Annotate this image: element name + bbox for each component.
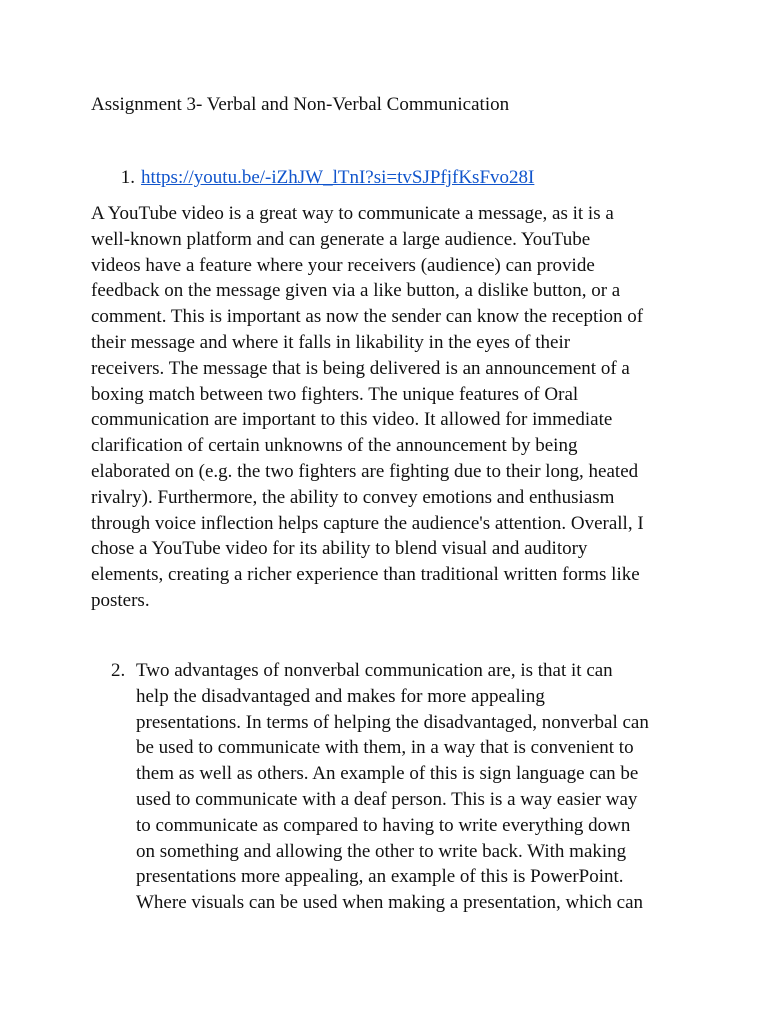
paragraph-line: A YouTube video is a great way to communicate a message, as it is a <box>91 203 614 224</box>
paragraph-line: receivers. The message that is being delivered is an announcement of a <box>91 357 630 379</box>
paragraph-line: help the disadvantaged and makes for more appealing <box>136 685 545 707</box>
list-number: 1. <box>120 167 135 188</box>
paragraph-line: well-known platform and can generate a large audience. YouTube <box>91 228 591 250</box>
list-item-2-text <box>136 658 696 916</box>
list-item-1 <box>91 166 691 190</box>
youtube-link[interactable]: https://youtu.be/-iZhJW_lTnI?si=tvSJPfjfKsFvo28I <box>141 167 535 188</box>
paragraph-line: clarification of certain unknowns of the announcement by being <box>91 435 578 457</box>
paragraph-line: presentations. In terms of helping the disadvantaged, nonverbal can <box>136 711 649 733</box>
paragraph-line: them as well as others. An example of this is sign language can be <box>136 763 639 785</box>
paragraph-line: on something and allowing the other to write back. With making <box>136 840 627 862</box>
paragraph-line: be used to communicate with them, in a way that is convenient to <box>136 737 634 759</box>
paragraph-line: presentations more appealing, an example of this is PowerPoint. <box>136 866 624 888</box>
paragraph-1 <box>91 201 681 614</box>
paragraph-line: used to communicate with a deaf person. This is a way easier way <box>136 788 638 810</box>
paragraph-line: their message and where it falls in likability in the eyes of their <box>91 331 571 353</box>
paragraph-line: Where visuals can be used when making a presentation, which can <box>136 892 644 914</box>
paragraph-line: to communicate as compared to having to write everything down <box>136 814 631 836</box>
paragraph-line: rivalry). Furthermore, the ability to convey emotions and enthusiasm <box>91 486 615 508</box>
paragraph-line: feedback on the message given via a like button, a dislike button, or a <box>91 280 621 302</box>
paragraph-line: comment. This is important as now the sender can know the reception of <box>91 306 644 328</box>
paragraph-line: posters. <box>91 589 150 611</box>
paragraph-line: elements, creating a richer experience than traditional written forms like <box>91 564 640 586</box>
paragraph-line: Two advantages of nonverbal communication are, is that it can <box>136 660 613 681</box>
document-title: Assignment 3- Verbal and Non-Verbal Communication <box>91 94 510 115</box>
paragraph-line: through voice inflection helps capture the audience's attention. Overall, I <box>91 512 644 534</box>
paragraph-line: elaborated on (e.g. the two fighters are fighting due to their long, heated <box>91 460 639 482</box>
list-number: 2. <box>111 660 126 681</box>
paragraph-line: videos have a feature where your receivers (audience) can provide <box>91 254 595 276</box>
paragraph-line: boxing match between two fighters. The unique features of Oral <box>91 383 579 405</box>
paragraph-line: chose a YouTube video for its ability to blend visual and auditory <box>91 538 588 560</box>
paragraph-line: communication are important to this video. It allowed for immediate <box>91 409 613 431</box>
